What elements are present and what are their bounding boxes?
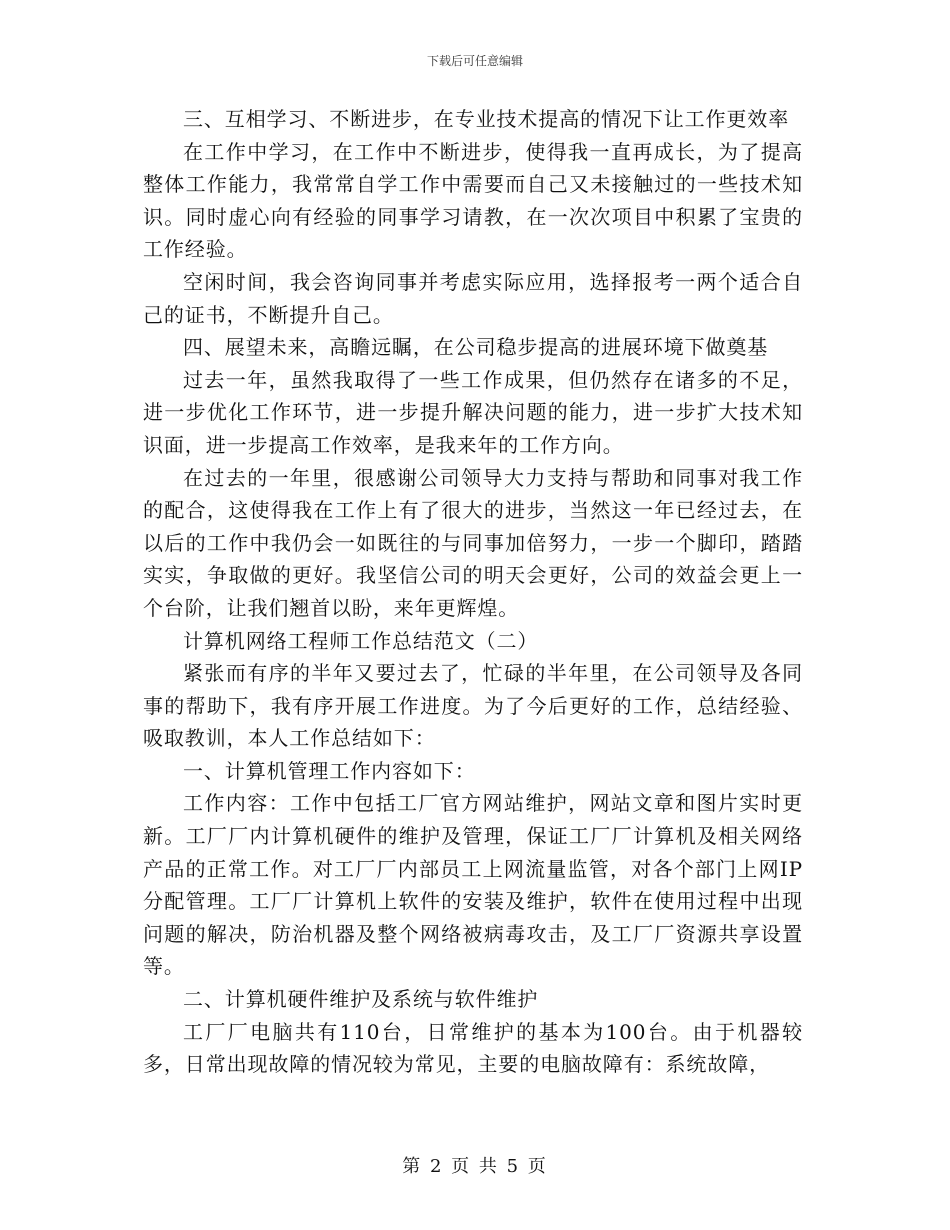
header-note: 下载后可任意编辑 [426, 54, 523, 68]
paragraph-heading-two: 二、计算机硬件维护及系统与软件维护 [183, 987, 539, 1012]
paragraph: 过去一年，虽然我取得了一些工作成果，但仍然存在诸多的不足，进一步优化工作环节，进一步提升解决问题的能力，进一步扩大技术知识面，进一步提高工作效率，是我来年的工作方向。 [143, 367, 803, 457]
paragraph: 空闲时间，我会咨询同事并考虑实际应用，选择报考一两个适合自己的证书，不断提升自己。 [143, 269, 803, 327]
paragraph: 紧张而有序的半年又要过去了，忙碌的半年里，在公司领导及各同事的帮助下，我有序开展工作进度。为了今后更好的工作，总结经验、吸取教训，本人工作总结如下： [143, 661, 803, 751]
section-title: 计算机网络工程师工作总结范文（二） [183, 628, 539, 653]
paragraph-heading-three: 三、互相学习、不断进步，在专业技术提高的情况下让工作更效率 [183, 107, 790, 131]
paragraph-heading-one: 一、计算机管理工作内容如下： [183, 758, 476, 783]
paragraph: 工厂厂电脑共有110台，日常维护的基本为100台。由于机器较多，日常出现故障的情况较为常见，主要的电脑故障有：系统故障， [143, 1019, 803, 1077]
paragraph-heading-four: 四、展望未来，高瞻远瞩，在公司稳步提高的进展环境下做奠基 [183, 335, 769, 360]
paragraph: 在工作中学习，在工作中不断进步，使得我一直再成长，为了提高整体工作能力，我常常自学工作中需要而自己又未接触过的一些技术知识。同时虚心向有经验的同事学习请教，在一次次项目中积累了宝贵的工作经验。 [143, 139, 803, 262]
document-body [143, 103, 803, 1081]
paragraph: 工作内容：工作中包括工厂官方网站维护，网站文章和图片实时更新。工厂厂内计算机硬件的维护及管理，保证工厂厂计算机及相关网络产品的正常工作。对工厂厂内部员工上网流量监管，对各个部门上网IP分配管理。工厂厂计算机上软件的安装及维护，软件在使用过程中出现问题的解决，防治机器及整个网络被病毒攻击，及工厂厂资源共享设置等。 [143, 791, 803, 979]
page-number-footer: 第 2 页 共 5 页 [402, 1156, 548, 1177]
paragraph: 在过去的一年里，很感谢公司领导大力支持与帮助和同事对我工作的配合，这使得我在工作上有了很大的进步，当然这一年已经过去，在以后的工作中我仍会一如既往的与同事加倍努力，一步一个脚印，踏踏实实，争取做的更好。我坚信公司的明天会更好，公司的效益会更上一个台阶，让我们翘首以盼，来年更辉煌。 [143, 465, 803, 620]
